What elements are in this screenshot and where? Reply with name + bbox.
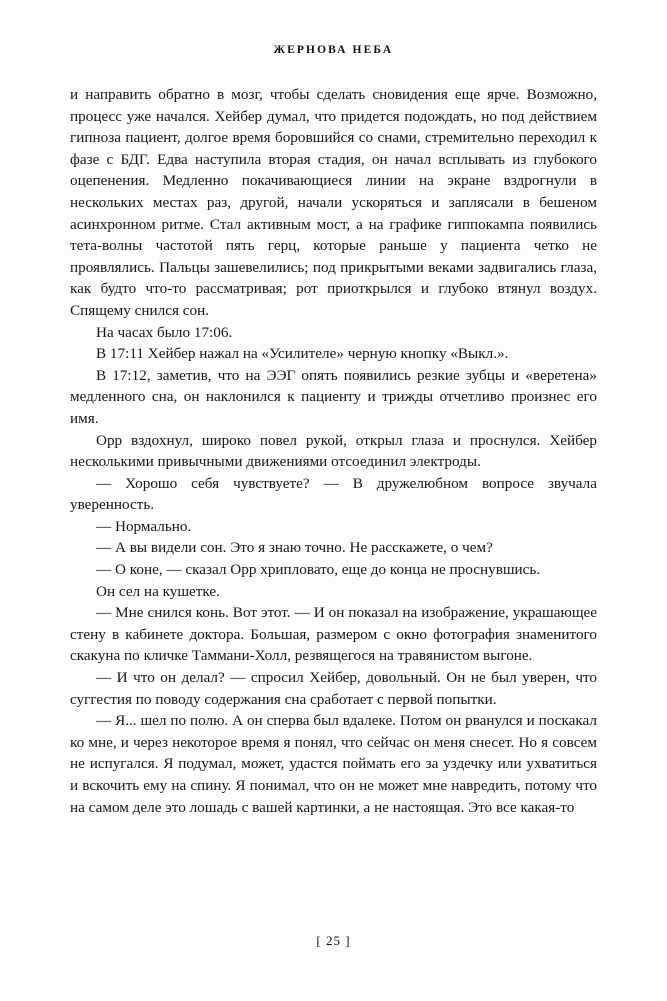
- paragraph: Орр вздохнул, широко повел рукой, открыл глаза и проснулся. Хейбер несколькими привычными движениями отсоединил электроды.: [70, 431, 597, 471]
- paragraph: — Я... шел по полю. А он сперва был вдалеке. Потом он рванулся и поскакал ко мне, и через некоторое время я понял, что сейчас он меня снесет. Но я совсем не испугался. Я подумал, может, удастся поймать его за уздечку или ухватиться и вскочить ему на спину. Я понимал, что он не может мне навредить, потому что на самом деле это лошадь с вашей картинки, а не настоящая. Это все какая-то: [70, 712, 597, 816]
- running-head: ЖЕРНОВА НЕБА: [273, 44, 394, 56]
- paragraph: — О коне, — сказал Орр хрипловато, еще до конца не проснувшись.: [96, 561, 541, 579]
- paragraph: В 17:12, заметив, что на ЭЭГ опять появились резкие зубцы и «веретена» медленного сна, он наклонился к пациенту и трижды отчетливо произнес его имя.: [70, 366, 597, 427]
- paragraph: — Нормально.: [96, 517, 192, 535]
- paragraph: — И что он делал? — спросил Хейбер, довольный. Он не был уверен, что суггестия по поводу содержания сна сработает с первой попытки.: [70, 669, 597, 708]
- paragraph: На часах было 17:06.: [96, 323, 233, 341]
- paragraph: — Мне снился конь. Вот этот. — И он показал на изображение, украшающее стену в кабинете доктора. Большая, размером с окно фотография знаменитого скакуна по кличке Таммани-Холл, резвящегося на травянистом выгоне.: [70, 604, 597, 665]
- paragraph: Он сел на кушетке.: [96, 582, 220, 600]
- paragraph: — А вы видели сон. Это я знаю точно. Не расскажете, о чем?: [96, 539, 493, 557]
- paragraph: и направить обратно в мозг, чтобы сделать сновидения еще ярче. Возможно, процесс уже начался. Хейбер думал, что придется подождать, но под действием гипноза пациент, долгое время боровшийся со снами, стремительно переходил к фазе с БДГ. Едва наступила вторая стадия, он начал всплывать из глубокого оцепенения. Медленно покачивающиеся линии на экране вздрогнули в нескольких местах раз, другой, начали ускоряться и заплясали в бешеном асинхронном ритме. Стал активным мост, а на графике гиппокампа появились тета-волны частотой пять герц, которые раньше у пациента четко не проявлялись. Пальцы зашевелились; под прикрытыми веками задвигались глаза, как будто что-то рассматривая; рот приоткрылся и глубоко втянул воздух. Спящему снился сон.: [70, 86, 597, 319]
- page-number: [ 25 ]: [316, 933, 351, 948]
- paragraph: В 17:11 Хейбер нажал на «Усилителе» черную кнопку «Выкл.».: [96, 345, 509, 363]
- paragraph: — Хорошо себя чувствуете? — В дружелюбном вопросе звучала уверенность.: [70, 474, 597, 514]
- page-text-block: [70, 84, 597, 818]
